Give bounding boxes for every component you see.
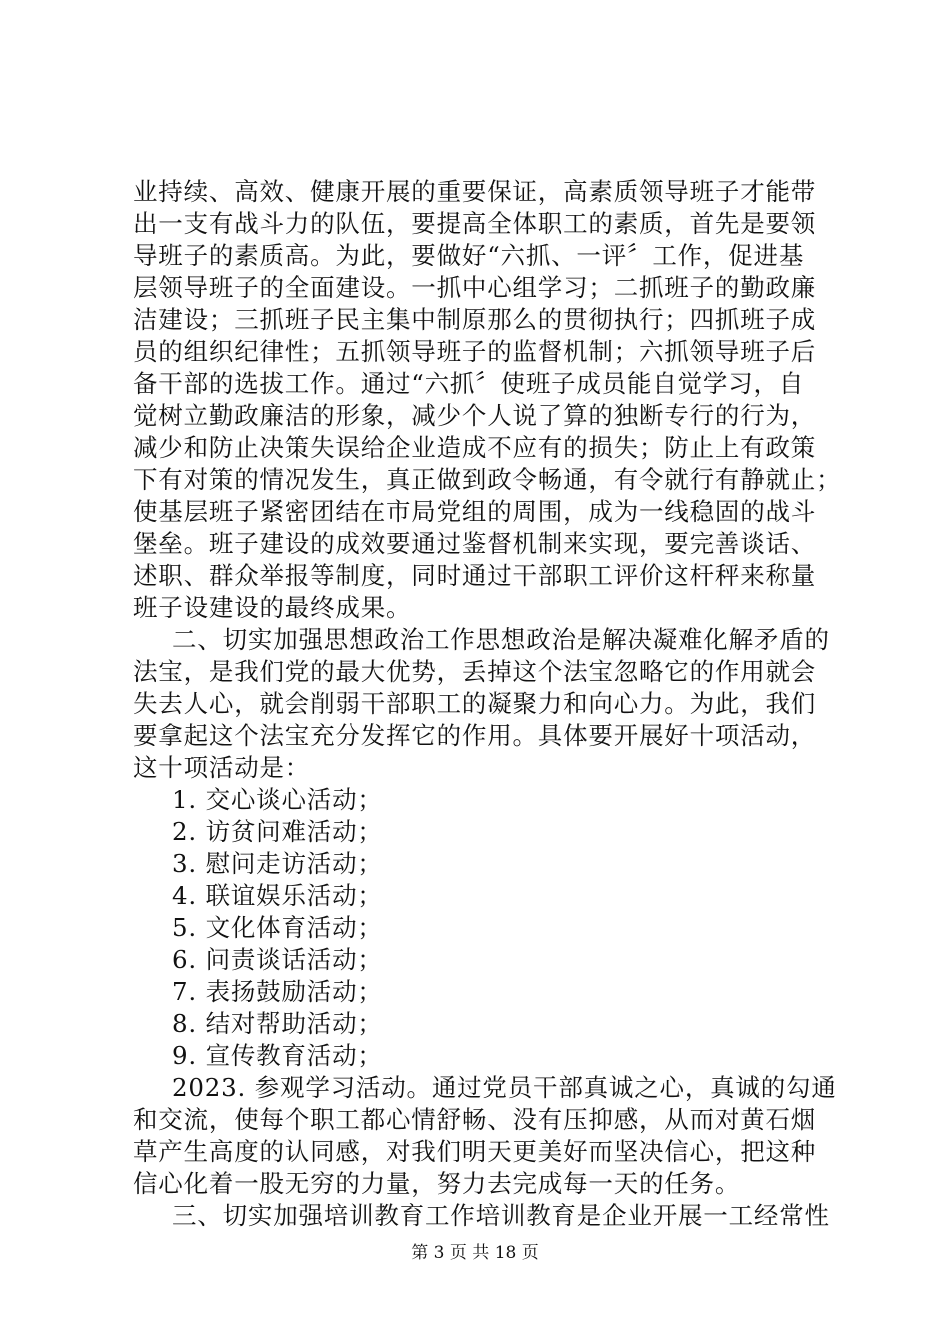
list-item: 8. 结对帮助活动； [172,1009,383,1038]
list-item: 9. 宣传教育活动； [172,1041,383,1070]
text-line: 层领导班子的全面建设。一抓中心组学习；二抓班子的勤政廉 [133,273,817,302]
list-item: 6. 问责谈话活动； [172,945,383,974]
section-heading-line: 二、切实加强思想政治工作思想政治是解决凝难化解矛盾的 [172,625,830,654]
text-line: 觉树立勤政廉洁的形象，减少个人说了算的独断专行的行为， [133,401,817,430]
text-line: 失去人心，就会削弱干部职工的凝聚力和向心力。为此，我们 [133,689,817,718]
text-line: 备干部的选拔工作。通过“六抓〞使班子成员能自觉学习，自 [133,369,805,398]
text-line: 下有对策的情况发生，真正做到政令畅通，有令就行有静就止； [133,465,842,494]
text-line: 2023. 参观学习活动。通过党员干部真诚之心，真诚的勾通 [172,1073,837,1102]
text-line: 使基层班子紧密团结在市局党组的周围，成为一线稳固的战斗 [133,497,817,526]
list-item: 7. 表扬鼓励活动； [172,977,383,1006]
text-line: 班子设建设的最终成果。 [133,593,412,622]
text-line: 洁建设；三抓班子民主集中制原那么的贯彻执行；四抓班子成 [133,305,817,334]
text-line: 信心化着一股无穷的力量，努力去完成每一天的任务。 [133,1169,741,1198]
section-heading-line: 三、切实加强培训教育工作培训教育是企业开展一工经常性 [172,1201,830,1230]
list-item: 5. 文化体育活动； [172,913,383,942]
text-line: 业持续、高效、健康开展的重要保证，高素质领导班子才能带 [133,177,817,206]
list-item: 4. 联谊娱乐活动； [172,881,383,910]
text-line: 员的组织纪律性；五抓领导班子的监督机制；六抓领导班子后 [133,337,817,366]
text-line: 出一支有战斗力的队伍，要提高全体职工的素质，首先是要领 [133,209,817,238]
text-line: 堡垒。班子建设的成效要通过鉴督机制来实现，要完善谈话、 [133,529,817,558]
list-item: 3. 慰问走访活动； [172,849,383,878]
text-line: 法宝，是我们党的最大优势，丢掉这个法宝忽略它的作用就会 [133,657,817,686]
text-line: 和交流，使每个职工都心情舒畅、没有压抑感，从而对黄石烟 [133,1105,817,1134]
text-line: 这十项活动是： [133,753,311,782]
text-line: 述职、群众举报等制度，同时通过干部职工评价这杆秤来称量 [133,561,817,590]
text-line: 导班子的素质高。为此，要做好“六抓、一评〞工作，促进基 [133,241,805,270]
text-line: 草产生高度的认同感，对我们明天更美好而坚决信心，把这种 [133,1137,817,1166]
text-line: 要拿起这个法宝充分发挥它的作用。具体要开展好十项活动， [133,721,817,750]
list-item: 1. 交心谈心活动； [172,785,383,814]
text-line: 减少和防止决策失误给企业造成不应有的损失；防止上有政策 [133,433,817,462]
page-footer: 第 3 页 共 18 页 [411,1243,539,1263]
list-item: 2. 访贫问难活动； [172,817,383,846]
